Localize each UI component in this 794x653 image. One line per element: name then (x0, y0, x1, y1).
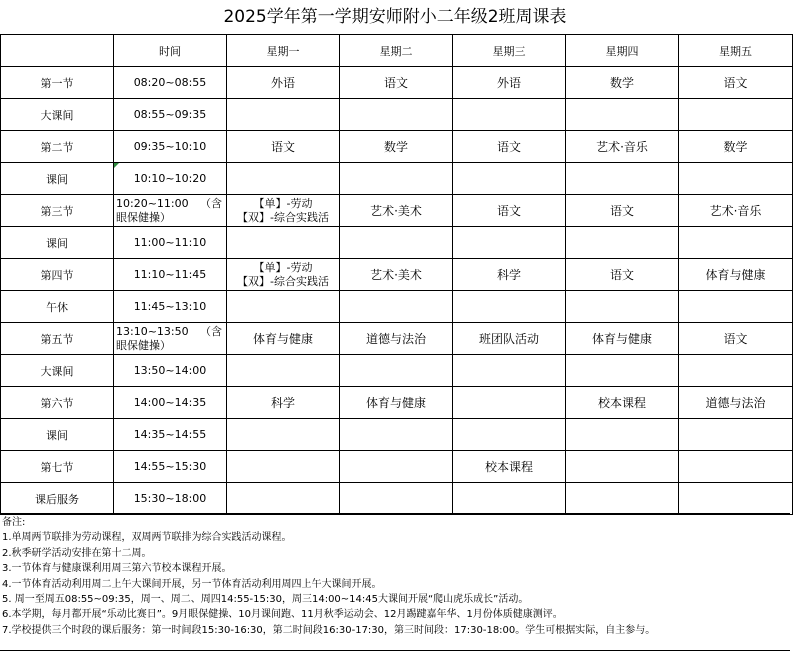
subject-cell (679, 227, 793, 259)
note-item: 1.单周两节联排为劳动课程，双周两节联排为综合实践活动课程。 (2, 532, 292, 544)
table-row (1, 483, 793, 515)
subject-cell: 语文 (679, 323, 793, 355)
period-cell: 大课间 (1, 99, 114, 131)
header-cell: 星期四 (566, 35, 679, 67)
table-row (1, 259, 793, 291)
subject-cell: 体育与健康 (340, 387, 453, 419)
header-cell (1, 35, 114, 67)
note-item: 6.本学期，每月都开展“乐动比赛日”。9月眼保健操、10月课间跑、11月秋季运动会、12月踢踺嘉年华、1月份体质健康测评。 (2, 609, 563, 621)
subject-cell (227, 483, 340, 515)
subject-cell (227, 291, 340, 323)
subject-cell (227, 227, 340, 259)
note-item: 5. 周一至周五08:55~09:35，周一、周二、周四14:55-15:30，周三14:00~14:45大课间开展“爬山虎乐成长”活动。 (2, 594, 529, 606)
time-cell: 09:35~10:10 (114, 131, 227, 163)
time-cell: 14:00~14:35 (114, 387, 227, 419)
subject-cell (340, 99, 453, 131)
header-row (1, 35, 793, 67)
subject-cell (453, 227, 566, 259)
notes-heading: 备注: (2, 517, 26, 528)
subject-cell (679, 419, 793, 451)
subject-cell: 道德与法治 (340, 323, 453, 355)
subject-cell (679, 291, 793, 323)
subject-cell (679, 483, 793, 515)
table-row (1, 323, 793, 355)
subject-cell (679, 355, 793, 387)
subject-cell (566, 227, 679, 259)
note-item: 3.一节体育与健康课利用周三第六节校本课程开展。 (2, 563, 232, 575)
header-cell: 星期一 (227, 35, 340, 67)
subject-cell: 语文 (453, 131, 566, 163)
comment-marker-icon (114, 163, 119, 168)
subject-cell: 语文 (679, 67, 793, 99)
period-cell: 午休 (1, 291, 114, 323)
subject-cell (566, 99, 679, 131)
period-cell: 第四节 (1, 259, 114, 291)
subject-cell: 艺术·美术 (340, 195, 453, 227)
subject-cell (340, 419, 453, 451)
subject-cell (227, 99, 340, 131)
subject-cell (453, 99, 566, 131)
period-cell: 课间 (1, 227, 114, 259)
subject-cell (566, 163, 679, 195)
subject-cell: 校本课程 (453, 451, 566, 483)
subject-cell: 外语 (227, 67, 340, 99)
subject-cell (340, 163, 453, 195)
table-row (1, 355, 793, 387)
subject-cell: 艺术·音乐 (679, 195, 793, 227)
subject-cell (453, 291, 566, 323)
header-cell: 星期五 (679, 35, 793, 67)
subject-cell (340, 227, 453, 259)
period-cell: 大课间 (1, 355, 114, 387)
subject-cell (340, 451, 453, 483)
time-cell: 14:35~14:55 (114, 419, 227, 451)
subject-cell: 科学 (453, 259, 566, 291)
subject-cell (227, 163, 340, 195)
period-cell: 第七节 (1, 451, 114, 483)
subject-cell: 外语 (453, 67, 566, 99)
time-cell: 15:30~18:00 (114, 483, 227, 515)
subject-cell (453, 419, 566, 451)
table-row (1, 99, 793, 131)
header-cell: 星期二 (340, 35, 453, 67)
time-cell: 08:55~09:35 (114, 99, 227, 131)
subject-cell: 语文 (227, 131, 340, 163)
subject-cell (566, 419, 679, 451)
table-row (1, 227, 793, 259)
subject-cell: 语文 (453, 195, 566, 227)
subject-cell (340, 291, 453, 323)
subject-cell: 体育与健康 (566, 323, 679, 355)
subject-cell (566, 291, 679, 323)
subject-cell (566, 483, 679, 515)
page-title: 2025学年第一学期安师附小二年级2班周课表 (223, 7, 567, 27)
table-row (1, 451, 793, 483)
subject-cell (566, 451, 679, 483)
time-cell: 10:10~10:20 (114, 163, 227, 195)
subject-cell: 【单】-劳动 【双】-综合实践活 (227, 259, 340, 291)
time-cell: 13:10~13:50 （含 眼保健操） (114, 323, 227, 355)
note-item: 7.学校提供三个时段的课后服务：第一时间段15:30-16:30，第二时间段16:30-17:30，第三时间段：17:30-18:00。学生可根据实际，自主参与。 (2, 624, 656, 636)
subject-cell: 数学 (566, 67, 679, 99)
period-cell: 第五节 (1, 323, 114, 355)
subject-cell (453, 483, 566, 515)
subject-cell (566, 355, 679, 387)
subject-cell (679, 163, 793, 195)
header-cell: 时间 (114, 35, 227, 67)
subject-cell: 科学 (227, 387, 340, 419)
subject-cell: 体育与健康 (227, 323, 340, 355)
period-cell: 课间 (1, 163, 114, 195)
subject-cell (227, 451, 340, 483)
subject-cell: 语文 (566, 259, 679, 291)
period-cell: 第三节 (1, 195, 114, 227)
table-row (1, 163, 793, 195)
subject-cell (679, 451, 793, 483)
subject-cell: 班团队活动 (453, 323, 566, 355)
subject-cell: 体育与健康 (679, 259, 793, 291)
subject-cell: 校本课程 (566, 387, 679, 419)
subject-cell (453, 163, 566, 195)
subject-cell: 【单】-劳动 【双】-综合实践活 (227, 195, 340, 227)
subject-cell (453, 355, 566, 387)
subject-cell (679, 99, 793, 131)
note-item: 2.秋季研学活动安排在第十二周。 (2, 547, 152, 559)
table-row (1, 131, 793, 163)
subject-cell (227, 419, 340, 451)
subject-cell (340, 355, 453, 387)
header-cell: 星期三 (453, 35, 566, 67)
time-cell: 08:20~08:55 (114, 67, 227, 99)
period-cell: 课间 (1, 419, 114, 451)
notes-section (0, 513, 790, 651)
time-cell: 13:50~14:00 (114, 355, 227, 387)
note-item: 4.一节体育活动利用周二上午大课间开展，另一节体育活动利用周四上午大课间开展。 (2, 578, 382, 590)
subject-cell: 语文 (340, 67, 453, 99)
subject-cell (227, 355, 340, 387)
period-cell: 第二节 (1, 131, 114, 163)
period-cell: 课后服务 (1, 483, 114, 515)
subject-cell (453, 387, 566, 419)
subject-cell: 语文 (566, 195, 679, 227)
subject-cell: 艺术·音乐 (566, 131, 679, 163)
time-cell: 14:55~15:30 (114, 451, 227, 483)
time-cell: 10:20~11:00 （含 眼保健操） (114, 195, 227, 227)
time-cell: 11:10~11:45 (114, 259, 227, 291)
table-row (1, 419, 793, 451)
period-cell: 第一节 (1, 67, 114, 99)
timetable (0, 34, 793, 515)
table-row (1, 67, 793, 99)
period-cell: 第六节 (1, 387, 114, 419)
table-row (1, 291, 793, 323)
time-cell: 11:45~13:10 (114, 291, 227, 323)
subject-cell: 道德与法治 (679, 387, 793, 419)
subject-cell (340, 483, 453, 515)
subject-cell: 艺术·美术 (340, 259, 453, 291)
subject-cell: 数学 (679, 131, 793, 163)
subject-cell: 数学 (340, 131, 453, 163)
time-cell: 11:00~11:10 (114, 227, 227, 259)
table-row (1, 195, 793, 227)
table-row (1, 387, 793, 419)
